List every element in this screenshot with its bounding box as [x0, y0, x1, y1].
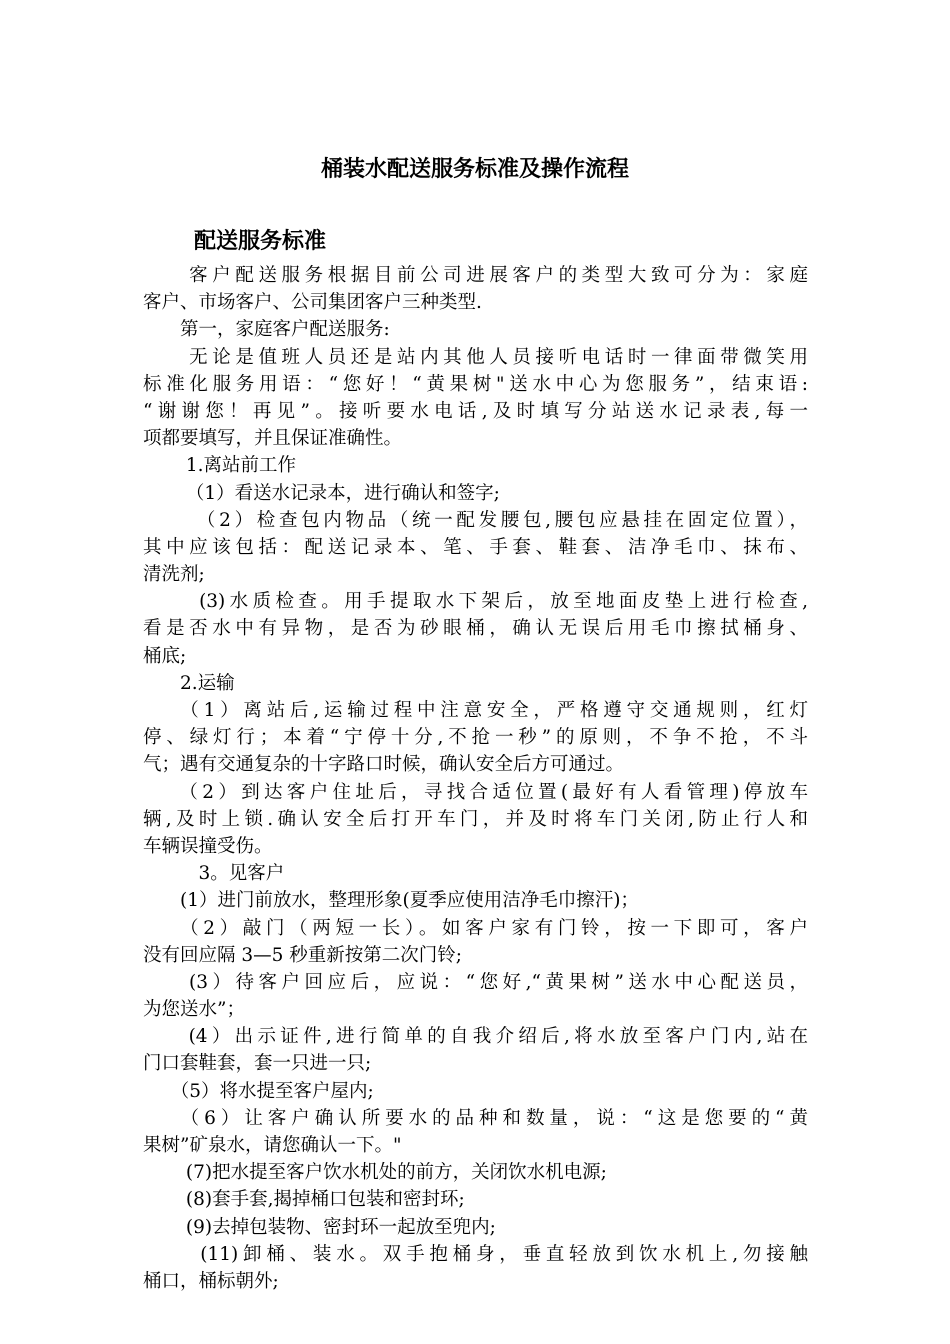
body-line: (7)把水提至客户饮水机处的前方，关闭饮水机电源;: [143, 1162, 607, 1184]
body-line: (8)套手套,揭掉桶口包装和密封环;: [143, 1189, 465, 1211]
document-title: 桶装水配送服务标准及操作流程: [320, 157, 629, 182]
body-line: (3)水质检查。用手提取水下架后，放至地面皮垫上进行检查,: [143, 591, 808, 613]
body-line: （2）到达客户住址后，寻找合适位置(最好有人看管理)停放车: [143, 781, 808, 803]
body-line: (1）进门前放水，整理形象(夏季应使用洁净毛巾擦汗)；: [143, 890, 639, 912]
body-line: 3。见客户: [143, 863, 285, 885]
document-body: [143, 262, 808, 1295]
body-line: 门口套鞋套，套一只进一只;: [143, 1053, 372, 1075]
body-line: 气；遇有交通复杂的十字路口时候，确认安全后方可通过。: [143, 754, 625, 776]
section-heading: 配送服务标准: [194, 229, 327, 254]
body-line: 清洗剂;: [143, 564, 205, 586]
body-line: 第一，家庭客户配送服务:: [143, 319, 390, 341]
body-line: 辆,及时上锁.确认安全后打开车门，并及时将车门关闭,防止行人和: [143, 808, 808, 830]
body-line: 没有回应隔 3—5 秒重新按第二次门铃;: [143, 944, 463, 966]
body-line: 客户、市场客户、公司集团客户三种类型.: [143, 292, 482, 314]
body-line: （6）让客户确认所要水的品种和数量，说：“这是您要的“黄: [143, 1107, 808, 1129]
body-line: 为您送水”；: [143, 999, 245, 1021]
body-line: 其中应该包括：配送记录本、笔、手套、鞋套、洁净毛巾、抹布、: [143, 536, 808, 558]
body-line: (9)去掉包装物、密封环一起放至兜内;: [143, 1216, 496, 1238]
body-line: （1）看送水记录本，进行确认和签字;: [143, 482, 500, 504]
body-line: 果树”矿泉水，请您确认一下。": [143, 1135, 402, 1156]
body-line: 桶口，桶标朝外;: [143, 1270, 279, 1292]
body-line: 车辆误撞受伤。: [143, 835, 273, 857]
body-line: (11)卸桶、装水。双手抱桶身，垂直轻放到饮水机上,勿接触: [143, 1243, 808, 1265]
body-line: 桶底;: [143, 645, 187, 667]
body-line: 客户配送服务根据目前公司进展客户的类型大致可分为：家庭: [143, 265, 808, 286]
body-line: 停、绿灯行；本着“宁停十分,不抢一秒”的原则，不争不抢，不斗: [143, 727, 808, 749]
body-line: “谢谢您！再见”。接听要水电话,及时填写分站送水记录表,每一: [143, 400, 808, 422]
body-line: （2）敲门（两短一长）。如客户家有门铃，按一下即可，客户: [143, 917, 808, 939]
body-line: 项都要填写，并且保证准确性。: [143, 428, 403, 450]
body-line: （2）检查包内物品（统一配发腰包,腰包应悬挂在固定位置），: [143, 509, 808, 531]
body-line: （5）将水提至客户屋内;: [143, 1080, 374, 1102]
body-line: (4）出示证件,进行简单的自我介绍后,将水放至客户门内,站在: [143, 1026, 808, 1048]
body-line: （1）离站后,运输过程中注意安全，严格遵守交通规则，红灯: [143, 700, 808, 721]
body-line: 标准化服务用语：“您好！“黄果树"送水中心为您服务”，结束语:: [143, 373, 808, 395]
body-line: 无论是值班人员还是站内其他人员接听电话时一律面带微笑用: [143, 346, 808, 368]
body-line: 看是否水中有异物，是否为砂眼桶，确认无误后用毛巾擦拭桶身、: [143, 618, 808, 640]
body-line: (3）待客户回应后，应说：“您好,“黄果树”送水中心配送员，: [143, 971, 808, 993]
body-line: 2.运输: [143, 672, 235, 694]
body-line: 1.离站前工作: [143, 455, 297, 477]
